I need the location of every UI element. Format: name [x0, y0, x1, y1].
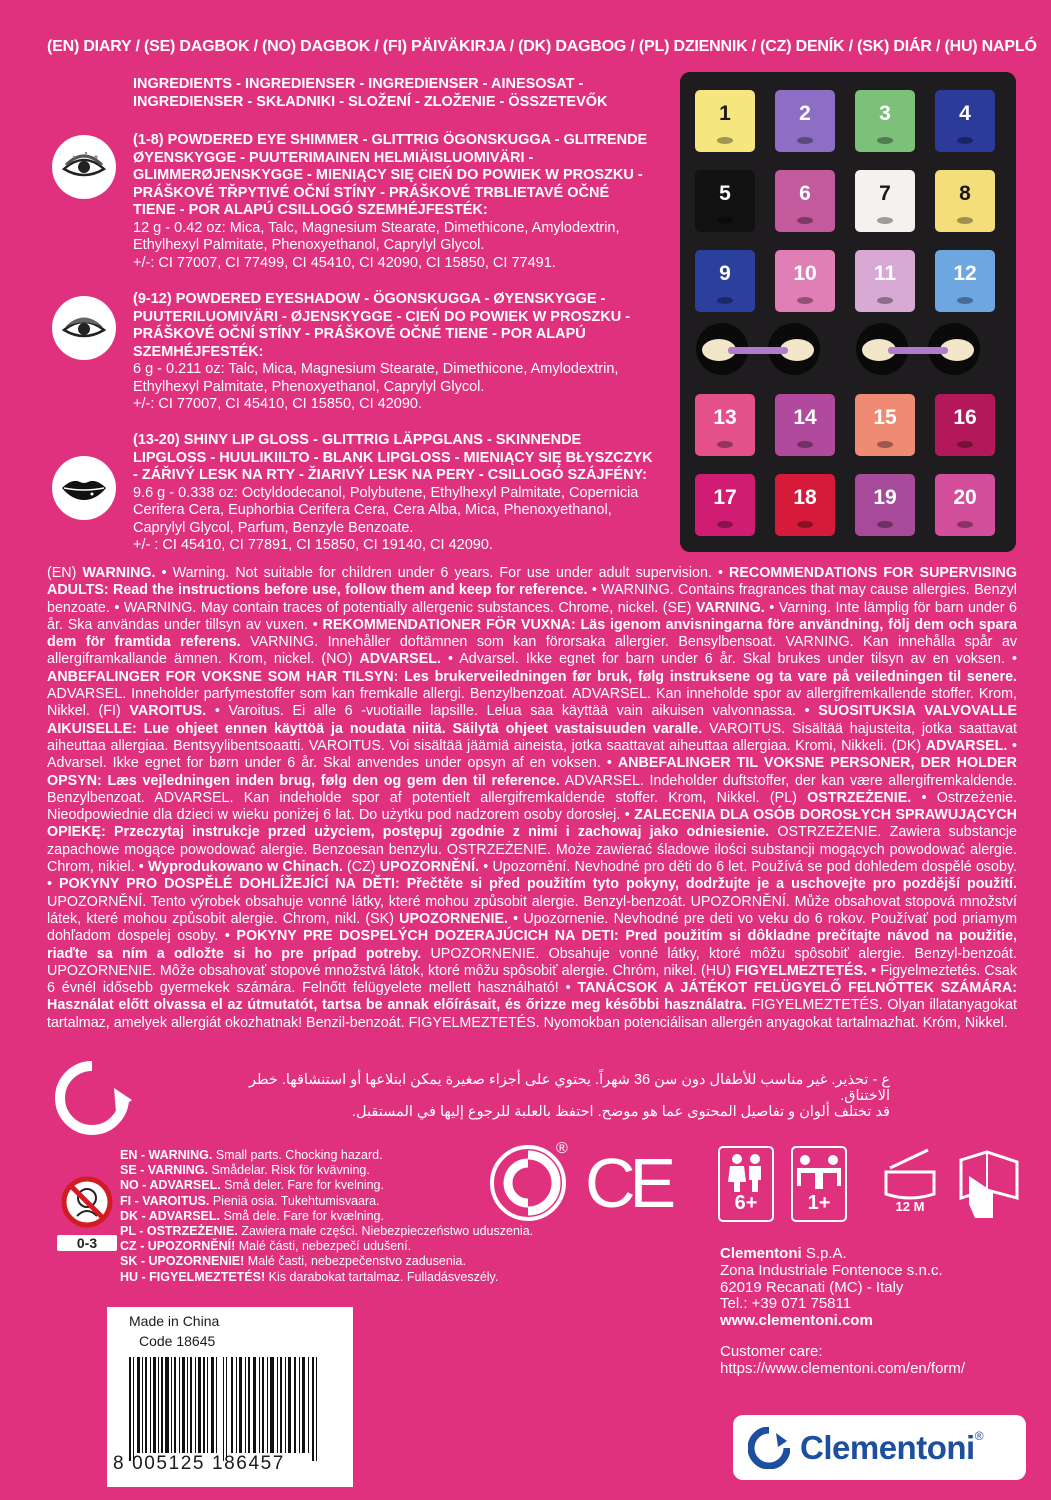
pan-number: 12 [953, 262, 977, 285]
eye-shimmer-section [133, 132, 653, 272]
made-in-text: Made in China [129, 1313, 220, 1329]
warning-line: NO - ADVARSEL. Små deler. Fare for kvelning. [120, 1178, 384, 1193]
product-code: Code 18645 [139, 1333, 216, 1349]
pan-number: 18 [793, 486, 817, 509]
pan-number: 8 [959, 182, 971, 205]
pan-14 [775, 394, 835, 456]
barcode-icon [129, 1357, 329, 1461]
makeup-palette [680, 72, 1016, 552]
pan-8 [935, 170, 995, 232]
pan-number: 5 [719, 182, 731, 205]
pan-2 [775, 90, 835, 152]
pan-7 [855, 170, 915, 232]
warning-line: PL - OSTRZEŻENIE. Zawiera małe części. Niebezpieczeństwo uduszenia. [120, 1224, 534, 1239]
choking-warnings [120, 1148, 550, 1285]
pan-number: 20 [953, 486, 977, 509]
pan-number: 17 [713, 486, 737, 509]
pan-6 [775, 170, 835, 232]
section-body: 6 g - 0.211 oz: Talc, Mica, Magnesium Stearate, Dimethicone, Amylodextrin, Ethylhexyl Palmitate, Phenoxyethanol, Caprylyl Glycol. [133, 361, 619, 395]
eyeshadow-icon [52, 296, 116, 360]
lip-gloss-section [133, 432, 653, 555]
read-instructions-icon [955, 1146, 1023, 1222]
pan-15 [855, 394, 915, 456]
period-after-opening-icon [880, 1146, 940, 1222]
pan-19 [855, 474, 915, 536]
warning-line: SE - VARNING. Smådelar. Risk för kvävning. [120, 1163, 370, 1178]
section-title: (9-12) POWDERED EYESHADOW - ÖGONSKUGGA - ØYENSKYGGE - PUUTERILUOMIVÄRI - ØJENSKYGGE - CIEŃ DO POWIEK W PROSZKU - PRÁŠKOVÉ OČNÍ STÍNY - PRÁŠKOVÉ OČNÉ TIENE - POR ALAPÚ SZEMHÉJFESTÉK: [133, 291, 631, 360]
company-website: www.clementoni.com [720, 1312, 873, 1330]
recycle-loop-icon [52, 1058, 132, 1138]
pan-11 [855, 250, 915, 312]
eyeshadow-section [133, 291, 653, 414]
applicator-right [858, 335, 978, 365]
pan-number: 4 [959, 102, 971, 125]
pan-17 [695, 474, 755, 536]
pan-10 [775, 250, 835, 312]
ce-mark-icon: CE [585, 1144, 671, 1222]
applicator-left [698, 335, 818, 365]
months-label: 12 M [895, 1199, 925, 1214]
arabic-warning-line-2: قد تختلف ألوان و تفاصيل المحتوى عما هو موضح. احتفظ بالعلبة للرجوع إليها في المستقبل. [352, 1104, 890, 1120]
warning-line: DK - ADVARSEL. Små dele. Fare for kvælning. [120, 1208, 384, 1223]
section-title: (1-8) POWDERED EYE SHIMMER - GLITTRIG ÖGONSKUGGA - GLITRENDE ØYENSKYGGE - PUUTERIMAINEN HELMIÄISLUOMIVÄRI - GLIMMERØJENSKYGGE - MIENIĄCY SIĘ CIEŃ DO POWIEK W PROSZKU - PRÁŠKOVÉ TŘPYTIVÉ OČNÍ STÍNY - PRÁŠKOVÉ TRBLIETAVÉ OČNÉ TIENE - POR ALAPÚ CSILLOGÓ SZEMHÉJFESTÉK: [133, 132, 648, 218]
pan-12 [935, 250, 995, 312]
age-label: 6+ [734, 1192, 758, 1214]
pan-number: 9 [719, 262, 731, 285]
barcode-digits: 8 005125 186457 [113, 1453, 285, 1474]
barcode-label [107, 1307, 353, 1487]
company-phone: Tel.: +39 071 75811 [720, 1295, 852, 1313]
pan-number: 10 [793, 262, 817, 285]
pan-16 [935, 394, 995, 456]
pan-number: 15 [873, 406, 897, 429]
company-address-2: 62019 Recanati (MC) - Italy [720, 1278, 904, 1296]
logo-registered: ® [974, 1429, 984, 1443]
lips-icon [52, 456, 116, 520]
clementoni-logo [733, 1415, 1026, 1480]
warning-line: EN - WARNING. Small parts. Chocking hazard. [120, 1148, 383, 1162]
players-label: 1+ [807, 1192, 831, 1214]
eye-shimmer-icon [52, 135, 116, 199]
players-1-plus-icon [791, 1146, 847, 1222]
age-6-plus-icon [718, 1146, 774, 1222]
pan-4 [935, 90, 995, 152]
warning-line: SK - UPOZORNENIE! Malé časti, nebezpečenstvo zadusenia. [120, 1254, 466, 1269]
pan-number: 3 [879, 102, 891, 125]
pan-20 [935, 474, 995, 536]
company-info: Clementoni S.p.A. Zona Industriale Fontenoce s.n.c. 62019 Recanati (MC) - Italy Tel.: +39 071 75811 www.clementoni.com Customer care: https://www.clementoni.com/en/form/ [720, 1246, 1040, 1378]
section-ci: +/- : CI 45410, CI 77891, CI 15850, CI 19140, CI 42090. [133, 537, 493, 553]
pan-number: 13 [713, 406, 737, 429]
registered-mark: ® [556, 1140, 568, 1157]
pan-number: 2 [799, 102, 811, 125]
section-body: 12 g - 0.42 oz: Mica, Talc, Magnesium Stearate, Dimethicone, Amylodextrin, Ethylhexyl Palmitate, Phenoxyethanol, Caprylyl Glycol. [133, 219, 620, 253]
warning-line: HU - FIGYELMEZTETÉS! Kis darabokat tartalmaz. Fulladásveszély. [120, 1269, 499, 1284]
page-header: (EN) DIARY / (SE) DAGBOK / (NO) DAGBOK / (FI) PÄIVÄKIRJA / (DK) DAGBOG / (PL) DZIENNIK / (CZ) DENÍK / (SK) DIÁR / (HU) NAPLÓ [47, 38, 1037, 55]
pan-number: 19 [873, 486, 897, 509]
warning-line: FI - VAROITUS. Pieniä osia. Tukehtumisvaara. [120, 1193, 380, 1208]
customer-care-label: Customer care: [720, 1342, 823, 1360]
pan-3 [855, 90, 915, 152]
section-ci: +/-: CI 77007, CI 45410, CI 15850, CI 42090. [133, 396, 422, 412]
pan-number: 16 [953, 406, 977, 429]
age-badge: 0-3 [57, 1235, 117, 1251]
section-ci: +/-: CI 77007, CI 77499, CI 45410, CI 42090, CI 15850, CI 77491. [133, 254, 556, 271]
arabic-warning-line-1: ع - تحذير. غير مناسب للأطفال دون سن 36 شهراً. يحتوي على أجزاء صغيرة يمكن ابتلاعها أو استنشاقها. خطر الاختناق. [248, 1072, 890, 1104]
company-name: Clementoni [720, 1245, 802, 1262]
pan-9 [695, 250, 755, 312]
section-title: (13-20) SHINY LIP GLOSS - GLITTRIG LÄPPGLANS - SKINNENDE LIPGLOSS - HUULIKIILTO - BLANK LIPGLOSS - MIENIĄCY SIĘ BŁYSZCZYK - ZÁŘIVÝ LESK NA RTY - ŽIARIVÝ LESK NA PERY - CSILLOGÓ SZÁJFÉNY: [133, 432, 653, 483]
pan-1 [695, 90, 755, 152]
company-address-1: Zona Industriale Fontenoce s.n.c. [720, 1261, 943, 1279]
logo-text: Clementoni [800, 1428, 975, 1466]
pan-13 [695, 394, 755, 456]
ingredients-title: INGREDIENTS - INGREDIENSER - INGREDIENSER - AINESOSAT - INGREDIENSER - SKŁADNIKI - SLOŽENÍ - ZLOŽENIE - ÖSSZETEVŐK [133, 76, 608, 110]
clementoni-logo-icon [748, 1427, 790, 1469]
not-for-under-3-icon [57, 1176, 117, 1251]
pan-number: 6 [799, 182, 811, 205]
pan-number: 1 [719, 102, 731, 125]
warning-text: (EN) WARNING. • Warning. Not suitable for children under 6 years. For use under adult supervision. • RECOMMENDATIONS FOR SUPERVISING ADULTS: Read the instructions before use, follow them and keep for reference. • WARNING. Contains fragrances that may cause allergies. Benzyl benzoate. • WARNING. May contain traces of potentially allergenic substances. Chrome, nickel. (SE) VARNING. • Varning. Inte lämplig för barn under 6 år. Ska användas under tillsyn av vuxen. • REKOMMENDATIONER FÖR VUXNA: Läs igenom anvisningarna före användning, följ dem och spara dem för framtida referens. VARNING. Innehåller doftämnen som kan förorsaka allergier. Bensylbensoat. VARNING. Kan innehålla spår av allergiframkallande ämnen. Krom, nickel. (NO) ADVARSEL. • Advarsel. Ikke egnet for barn under 6 år. Skal brukes under tilsyn av en voksen. • ANBEFALINGER FOR VOKSNE SOM HAR TILSYN: Les brukerveiledningen før bruk, følg instruksene og ta vare på veiledningen til senere. ADVARSEL. Inneholder parfymestoffer som kan fremkalle allergi. Benzylbenzoat. ADVARSEL. Kan inneholde spor av allergifremkallende stoffer. Krom, Nikkel. (FI) VAROITUS. • Varoitus. Ei alle 6 -vuotiaille lapsille. Lelua saa käyttää vain aikuisen valvonnassa. • SUOSITUKSIA VALVOVALLE AIKUISELLE: Lue ohjeet ennen käyttöä ja noudata niitä. Säilytä ohjeet vastaisuuden varalle. VAROITUS. Sisältää hajusteita, jotka saattavat aiheuttaa allergiaa. Bentsyylibentsoaatti. VAROITUS. Voi sisältää jäämiä aineista, jotka saattavat aiheuttaa allergiaa. Kromi, Nikkeli. (DK) ADVARSEL. • Advarsel. Ikke egnet for børn under 6 år. Skal anvendes under opsyn af en voksen. • ANBEFALINGER TIL VOKSNE PERSONER, DER HOLDER OPSYN: Læs vejledningen inden brug, følg den og gem den til reference. ADVARSEL. Indeholder duftstoffer, der kan være allergifremkaldende. Benzylbenzoat. ADVARSEL. Kan indeholde spor af potentielt allergifremkaldende stoffer. Krom, Nikkel. (PL) OSTRZEŻENIE. • Ostrzeżenie. Nieodpowiednie dla dzieci w wieku poniżej 6 lat. Do użytku pod nadzorem osoby dorosłej. • ZALECENIA DLA OSÓB DOROSŁYCH SPRAWUJĄCYCH OPIEKĘ: Przeczytaj instrukcje przed użyciem, postępuj zgodnie z nimi i zachowaj jako odniesienie. OSTRZEŻENIE. Zawiera substancje zapachowe mogące powodować alergie. Benzoesan benzylu. OSTRZEŻENIE. Może zawierać śladowe ilości substancji mogących powodować alergie. Chrom, nikiel. • Wyprodukowano w Chinach. (CZ) UPOZORNĚNÍ. • Upozornění. Nevhodné pro děti do 6 let. Používá se pod dohledem dospělé osoby. • POKYNY PRO DOSPĚLÉ DOHLÍŽEJÍCÍ NA DĚTI: Přečtěte si před použitím tyto pokyny, dodržujte je a uschovejte pro pozdější použití. UPOZORNĚNÍ. Tento výrobek obsahuje vonné látky, které mohou způsobit alergie. Benzyl-benzoát. UPOZORNĚNÍ. Může obsahovat stopová množství látek, které mohou způsobit alergie. Chrom, nikl. (SK) UPOZORNENIE. • Upozornenie. Nevhodné pre deti vo veku do 6 rokov. Používať pod priamym dohľadom dospelej osoby. • POKYNY PRE DOSPELÝCH DOZERAJÚCICH NA DETI: Pred použitím si dôkladne prečítajte návod na použitie, riaďte sa ním a odložte si ho pre prípad potreby. UPOZORNENIE. Obsahuje vonné látky, ktoré môžu spôsobiť alergie. Benzyl-benzoát. UPOZORNENIE. Môže obsahovať stopové množstvá látok, ktoré môžu spôsobiť alergie. Chróm, nikel. (HU) FIGYELMEZTETÉS. • Figyelmeztetés. Csak 6 évnél idősebb gyermekek számára. Felnőtt felügyelete mellett használható! • TANÁCSOK A JÁTÉKOT FELÜGYELŐ FELNŐTTEK SZÁMÁRA: Használat előtt olvassa el az útmutatót, tartsa be annak előírásait, és őrizze meg későbbi használatra. FIGYELMEZTETÉS. Olyan illatanyagokat tartalmaz, amelyek allergiát okozhatnak! Benzil-benzoát. FIGYELMEZTETÉS. Nyomokban potenciálisan allergén anyagokat tartalmazhat. Króm, Nikkel. [47, 565, 1018, 1031]
section-body: 9.6 g - 0.338 oz: Octyldodecanol, Polybutene, Ethylhexyl Palmitate, Copernicia Cerifera Cera, Euphorbia Cerifera Cera, Cera Alba, Mica, Phenoxyethanol, Caprylyl Glycol, Parfum, Benzyle Benzoate. [133, 484, 639, 536]
customer-care-url: https://www.clementoni.com/en/form/ [720, 1359, 966, 1377]
pan-number: 7 [879, 182, 891, 205]
pan-number: 11 [873, 262, 897, 285]
pan-number: 14 [793, 406, 817, 429]
warning-line: CZ - UPOZORNĚNÍ! Malé části, nebezpečí udušení. [120, 1239, 412, 1254]
pan-5 [695, 170, 755, 232]
pan-18 [775, 474, 835, 536]
